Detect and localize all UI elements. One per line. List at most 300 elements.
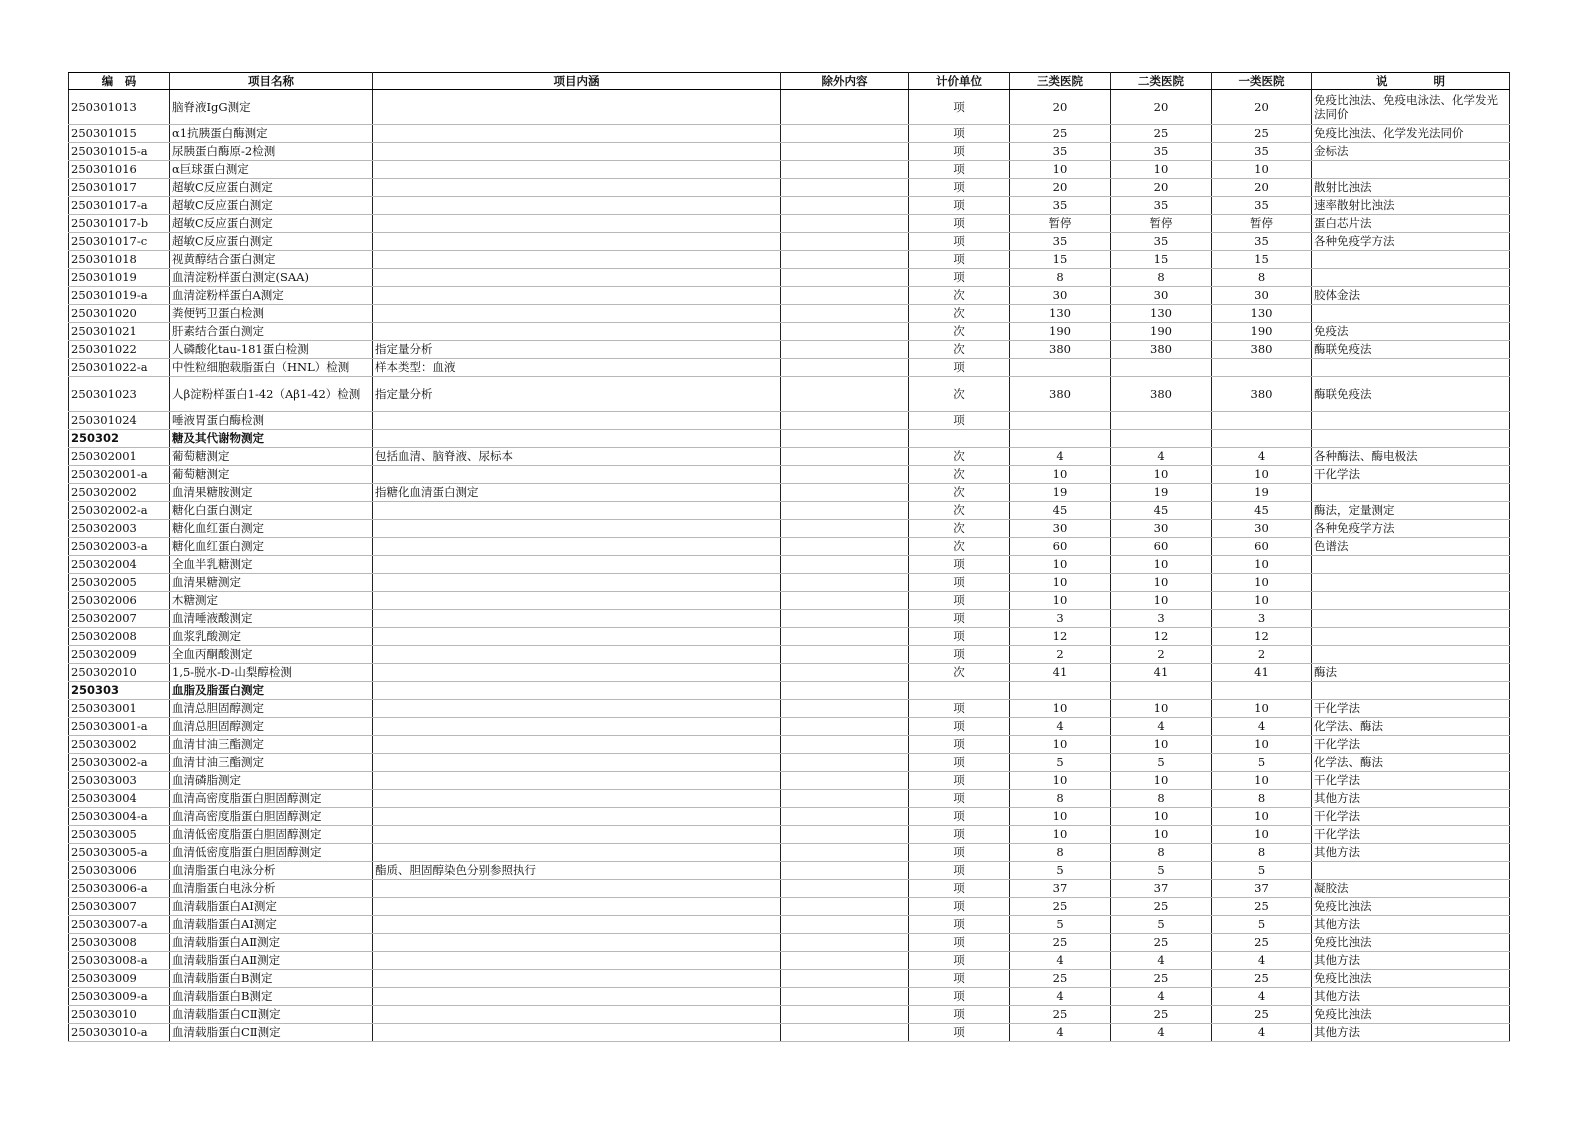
cell-note: [1312, 305, 1510, 323]
cell-item-name: 超敏C反应蛋白测定: [170, 233, 373, 251]
cell-note: 化学法、酶法: [1312, 754, 1510, 772]
cell-price-class2: 30: [1111, 287, 1212, 305]
header-unit: 计价单位: [909, 73, 1010, 90]
cell-item-name: 血清甘油三酯测定: [170, 754, 373, 772]
cell-note: [1312, 862, 1510, 880]
cell-price-class3: 10: [1010, 700, 1111, 718]
cell-item-name: 血清载脂蛋白AⅡ测定: [170, 934, 373, 952]
cell-excluded: [781, 916, 909, 934]
cell-price-class3: 380: [1010, 377, 1111, 412]
cell-price-class3: 45: [1010, 502, 1111, 520]
cell-price-class2: 10: [1111, 700, 1212, 718]
cell-note: 干化学法: [1312, 466, 1510, 484]
cell-unit: 项: [909, 179, 1010, 197]
table-row: [69, 125, 1510, 143]
cell-price-class2: 10: [1111, 736, 1212, 754]
cell-price-class2: 3: [1111, 610, 1212, 628]
cell-price-class3: 20: [1010, 179, 1111, 197]
cell-price-class2: 10: [1111, 808, 1212, 826]
table-row: [69, 790, 1510, 808]
cell-code: 250303002-a: [69, 754, 170, 772]
cell-item-content: [373, 592, 781, 610]
cell-item-name: 血清载脂蛋白AⅠ测定: [170, 898, 373, 916]
cell-unit: 项: [909, 269, 1010, 287]
cell-price-class1: 10: [1212, 700, 1312, 718]
cell-note: [1312, 610, 1510, 628]
cell-unit: 次: [909, 466, 1010, 484]
cell-price-class3: 5: [1010, 916, 1111, 934]
cell-item-content: 指糖化血清蛋白测定: [373, 484, 781, 502]
cell-note: 色谱法: [1312, 538, 1510, 556]
cell-excluded: [781, 1006, 909, 1024]
cell-price-class1: 25: [1212, 970, 1312, 988]
cell-price-class1: 5: [1212, 862, 1312, 880]
table-row: [69, 574, 1510, 592]
header-item-content: 项目内涵: [373, 73, 781, 90]
cell-price-class2: 25: [1111, 898, 1212, 916]
cell-unit: 项: [909, 197, 1010, 215]
cell-unit: 项: [909, 916, 1010, 934]
cell-excluded: [781, 844, 909, 862]
table-row: [69, 377, 1510, 412]
cell-price-class1: 380: [1212, 341, 1312, 359]
cell-price-class2: 10: [1111, 826, 1212, 844]
cell-price-class3: 暂停: [1010, 215, 1111, 233]
table-row: [69, 736, 1510, 754]
cell-code: 250301023: [69, 377, 170, 412]
cell-price-class3: 35: [1010, 233, 1111, 251]
cell-excluded: [781, 988, 909, 1006]
cell-note: [1312, 628, 1510, 646]
cell-note: 各种免疫学方法: [1312, 233, 1510, 251]
cell-note: 各种酶法、酶电极法: [1312, 448, 1510, 466]
header-price-class3: 三类医院: [1010, 73, 1111, 90]
cell-price-class3: [1010, 682, 1111, 700]
cell-code: 250301017-a: [69, 197, 170, 215]
cell-unit: 项: [909, 143, 1010, 161]
cell-price-class1: 45: [1212, 502, 1312, 520]
cell-item-content: [373, 610, 781, 628]
cell-excluded: [781, 305, 909, 323]
cell-price-class2: 130: [1111, 305, 1212, 323]
cell-price-class1: 8: [1212, 269, 1312, 287]
cell-price-class2: 4: [1111, 988, 1212, 1006]
cell-excluded: [781, 808, 909, 826]
cell-price-class2: 4: [1111, 448, 1212, 466]
cell-price-class3: 15: [1010, 251, 1111, 269]
cell-item-content: 指定量分析: [373, 341, 781, 359]
cell-excluded: [781, 556, 909, 574]
cell-note: 金标法: [1312, 143, 1510, 161]
cell-price-class3: 10: [1010, 592, 1111, 610]
cell-item-content: [373, 916, 781, 934]
cell-excluded: [781, 430, 909, 448]
cell-code: 250303004: [69, 790, 170, 808]
table-row: [69, 412, 1510, 430]
cell-price-class2: 12: [1111, 628, 1212, 646]
cell-item-name: 糖及其代谢物测定: [170, 430, 373, 448]
cell-excluded: [781, 610, 909, 628]
cell-price-class2: 8: [1111, 269, 1212, 287]
cell-price-class1: 5: [1212, 916, 1312, 934]
cell-note: 酶法: [1312, 664, 1510, 682]
table-row: [69, 197, 1510, 215]
cell-price-class2: 暂停: [1111, 215, 1212, 233]
cell-price-class1: 25: [1212, 934, 1312, 952]
cell-unit: 次: [909, 287, 1010, 305]
table-row: [69, 646, 1510, 664]
cell-price-class3: 4: [1010, 988, 1111, 1006]
cell-excluded: [781, 628, 909, 646]
cell-code: 250303010: [69, 1006, 170, 1024]
cell-unit: 项: [909, 233, 1010, 251]
cell-item-content: [373, 251, 781, 269]
cell-unit: 项: [909, 862, 1010, 880]
cell-item-content: [373, 754, 781, 772]
cell-excluded: [781, 143, 909, 161]
table-row: [69, 952, 1510, 970]
table-row: [69, 233, 1510, 251]
price-table: [68, 72, 1510, 1042]
cell-note: 酶联免疫法: [1312, 377, 1510, 412]
cell-excluded: [781, 790, 909, 808]
table-row: [69, 215, 1510, 233]
table-row: [69, 556, 1510, 574]
cell-price-class3: 5: [1010, 862, 1111, 880]
cell-excluded: [781, 233, 909, 251]
cell-item-content: [373, 556, 781, 574]
cell-item-name: 超敏C反应蛋白测定: [170, 215, 373, 233]
cell-note: 其他方法: [1312, 952, 1510, 970]
table-row: [69, 898, 1510, 916]
cell-note: [1312, 484, 1510, 502]
table-row: [69, 323, 1510, 341]
cell-price-class3: 10: [1010, 808, 1111, 826]
cell-code: 250301020: [69, 305, 170, 323]
cell-price-class3: [1010, 412, 1111, 430]
cell-code: 250301016: [69, 161, 170, 179]
cell-price-class1: 4: [1212, 988, 1312, 1006]
cell-price-class1: 35: [1212, 233, 1312, 251]
cell-note: 干化学法: [1312, 700, 1510, 718]
table-row: [69, 700, 1510, 718]
table-row: [69, 754, 1510, 772]
cell-code: 250302003: [69, 520, 170, 538]
cell-unit: 次: [909, 502, 1010, 520]
table-row: [69, 502, 1510, 520]
cell-price-class2: 10: [1111, 161, 1212, 179]
cell-item-name: 血脂及脂蛋白测定: [170, 682, 373, 700]
cell-note: 胶体金法: [1312, 287, 1510, 305]
cell-unit: 次: [909, 664, 1010, 682]
cell-unit: 项: [909, 952, 1010, 970]
cell-code: 250303010-a: [69, 1024, 170, 1042]
cell-item-name: 血清唾液酸测定: [170, 610, 373, 628]
cell-item-content: 样本类型：血液: [373, 359, 781, 377]
cell-price-class3: 30: [1010, 520, 1111, 538]
cell-item-name: 血清载脂蛋白B测定: [170, 988, 373, 1006]
cell-unit: 项: [909, 826, 1010, 844]
cell-price-class1: 10: [1212, 736, 1312, 754]
section-row: [69, 682, 1510, 700]
cell-item-name: 葡萄糖测定: [170, 448, 373, 466]
cell-price-class2: 10: [1111, 466, 1212, 484]
table-row: [69, 628, 1510, 646]
cell-unit: 次: [909, 484, 1010, 502]
table-row: [69, 916, 1510, 934]
cell-unit: 项: [909, 359, 1010, 377]
cell-note: 速率散射比浊法: [1312, 197, 1510, 215]
cell-unit: 项: [909, 772, 1010, 790]
cell-item-name: 全血丙酮酸测定: [170, 646, 373, 664]
cell-excluded: [781, 161, 909, 179]
cell-excluded: [781, 880, 909, 898]
cell-note: [1312, 646, 1510, 664]
cell-excluded: [781, 359, 909, 377]
cell-item-content: [373, 628, 781, 646]
cell-code: 250303007-a: [69, 916, 170, 934]
cell-note: 蛋白芯片法: [1312, 215, 1510, 233]
cell-excluded: [781, 682, 909, 700]
cell-excluded: [781, 700, 909, 718]
cell-code: 250303003: [69, 772, 170, 790]
cell-item-content: [373, 844, 781, 862]
cell-note: 酶联免疫法: [1312, 341, 1510, 359]
cell-price-class3: 10: [1010, 574, 1111, 592]
cell-unit: 项: [909, 700, 1010, 718]
cell-note: 化学法、酶法: [1312, 718, 1510, 736]
cell-item-content: [373, 988, 781, 1006]
cell-price-class3: [1010, 430, 1111, 448]
cell-price-class1: 暂停: [1212, 215, 1312, 233]
cell-price-class2: 25: [1111, 934, 1212, 952]
cell-item-name: 唾液胃蛋白酶检测: [170, 412, 373, 430]
cell-excluded: [781, 90, 909, 125]
cell-price-class2: 37: [1111, 880, 1212, 898]
cell-item-content: [373, 790, 781, 808]
table-row: [69, 826, 1510, 844]
cell-item-content: [373, 682, 781, 700]
cell-unit: 项: [909, 215, 1010, 233]
cell-item-content: [373, 520, 781, 538]
cell-item-name: α1抗胰蛋白酶测定: [170, 125, 373, 143]
cell-price-class3: 25: [1010, 934, 1111, 952]
cell-unit: 项: [909, 736, 1010, 754]
cell-price-class2: 20: [1111, 179, 1212, 197]
cell-item-content: [373, 700, 781, 718]
cell-price-class1: 190: [1212, 323, 1312, 341]
section-row: [69, 430, 1510, 448]
table-row: [69, 90, 1510, 125]
cell-price-class1: 30: [1212, 287, 1312, 305]
table-row: [69, 538, 1510, 556]
cell-price-class2: 60: [1111, 538, 1212, 556]
cell-note: 免疫比浊法: [1312, 934, 1510, 952]
cell-price-class1: 4: [1212, 952, 1312, 970]
cell-item-name: 中性粒细胞载脂蛋白（HNL）检测: [170, 359, 373, 377]
cell-price-class2: 10: [1111, 592, 1212, 610]
cell-price-class1: 10: [1212, 574, 1312, 592]
table-row: [69, 772, 1510, 790]
cell-price-class1: 4: [1212, 448, 1312, 466]
cell-price-class3: 10: [1010, 556, 1111, 574]
cell-price-class1: 4: [1212, 1024, 1312, 1042]
header-price-class1: 一类医院: [1212, 73, 1312, 90]
cell-unit: 项: [909, 844, 1010, 862]
cell-unit: 项: [909, 412, 1010, 430]
cell-item-name: 糖化血红蛋白测定: [170, 520, 373, 538]
cell-item-content: [373, 143, 781, 161]
cell-item-content: [373, 880, 781, 898]
cell-note: [1312, 161, 1510, 179]
cell-item-content: [373, 269, 781, 287]
table-row: [69, 269, 1510, 287]
cell-note: 免疫比浊法、免疫电泳法、化学发光法同价: [1312, 90, 1510, 125]
cell-note: [1312, 251, 1510, 269]
cell-item-content: [373, 466, 781, 484]
table-row: [69, 988, 1510, 1006]
cell-item-name: 视黄醇结合蛋白测定: [170, 251, 373, 269]
cell-item-name: 血清载脂蛋白B测定: [170, 970, 373, 988]
cell-price-class1: [1212, 430, 1312, 448]
table-row: [69, 161, 1510, 179]
table-row: [69, 1006, 1510, 1024]
cell-item-content: [373, 646, 781, 664]
cell-excluded: [781, 269, 909, 287]
cell-price-class1: 5: [1212, 754, 1312, 772]
cell-price-class2: 380: [1111, 341, 1212, 359]
cell-note: 其他方法: [1312, 1024, 1510, 1042]
cell-price-class2: 8: [1111, 790, 1212, 808]
cell-price-class1: 3: [1212, 610, 1312, 628]
table-row: [69, 718, 1510, 736]
cell-price-class3: 10: [1010, 161, 1111, 179]
cell-price-class2: 5: [1111, 754, 1212, 772]
cell-item-content: [373, 970, 781, 988]
cell-item-name: 血清淀粉样蛋白测定(SAA): [170, 269, 373, 287]
cell-item-content: [373, 574, 781, 592]
cell-price-class3: 8: [1010, 844, 1111, 862]
cell-note: [1312, 556, 1510, 574]
table-row: [69, 305, 1510, 323]
cell-item-content: [373, 90, 781, 125]
cell-item-name: 血清淀粉样蛋白A测定: [170, 287, 373, 305]
cell-unit: 项: [909, 934, 1010, 952]
cell-item-name: 血清总胆固醇测定: [170, 700, 373, 718]
cell-code: 250302003-a: [69, 538, 170, 556]
cell-price-class2: 19: [1111, 484, 1212, 502]
cell-price-class3: 380: [1010, 341, 1111, 359]
cell-item-content: [373, 538, 781, 556]
table-row: [69, 179, 1510, 197]
cell-price-class2: 25: [1111, 1006, 1212, 1024]
cell-code: 250302001: [69, 448, 170, 466]
cell-item-name: α巨球蛋白测定: [170, 161, 373, 179]
cell-code: 250303007: [69, 898, 170, 916]
cell-unit: 次: [909, 305, 1010, 323]
cell-item-name: 血清高密度脂蛋白胆固醇测定: [170, 808, 373, 826]
cell-code: 250303009: [69, 970, 170, 988]
cell-code: 250301017: [69, 179, 170, 197]
cell-code: 250301017-c: [69, 233, 170, 251]
cell-price-class1: 12: [1212, 628, 1312, 646]
cell-item-content: [373, 161, 781, 179]
cell-code: 250302005: [69, 574, 170, 592]
cell-price-class3: 35: [1010, 197, 1111, 215]
table-row: [69, 664, 1510, 682]
cell-price-class1: [1212, 682, 1312, 700]
cell-code: 250302002: [69, 484, 170, 502]
cell-code: 250303006: [69, 862, 170, 880]
cell-excluded: [781, 448, 909, 466]
cell-price-class3: 60: [1010, 538, 1111, 556]
cell-item-content: [373, 952, 781, 970]
cell-price-class2: 35: [1111, 233, 1212, 251]
cell-item-content: [373, 430, 781, 448]
cell-note: 免疫法: [1312, 323, 1510, 341]
cell-item-content: [373, 197, 781, 215]
cell-price-class1: 8: [1212, 844, 1312, 862]
cell-excluded: [781, 952, 909, 970]
cell-unit: 次: [909, 538, 1010, 556]
cell-code: 250303006-a: [69, 880, 170, 898]
cell-code: 250303001: [69, 700, 170, 718]
cell-item-content: [373, 1006, 781, 1024]
cell-item-name: 糖化血红蛋白测定: [170, 538, 373, 556]
cell-price-class1: 10: [1212, 808, 1312, 826]
cell-price-class2: 5: [1111, 862, 1212, 880]
cell-note: 凝胶法: [1312, 880, 1510, 898]
cell-item-content: [373, 287, 781, 305]
cell-price-class3: 35: [1010, 143, 1111, 161]
cell-item-content: [373, 772, 781, 790]
cell-unit: 项: [909, 125, 1010, 143]
cell-excluded: [781, 125, 909, 143]
cell-price-class3: 8: [1010, 790, 1111, 808]
cell-unit: 项: [909, 161, 1010, 179]
cell-price-class3: 37: [1010, 880, 1111, 898]
cell-item-content: [373, 412, 781, 430]
table-row: [69, 934, 1510, 952]
cell-price-class2: 45: [1111, 502, 1212, 520]
cell-price-class1: 25: [1212, 898, 1312, 916]
cell-item-name: 血清果糖测定: [170, 574, 373, 592]
cell-item-content: [373, 125, 781, 143]
cell-code: 250302004: [69, 556, 170, 574]
cell-price-class2: [1111, 359, 1212, 377]
cell-code: 250302006: [69, 592, 170, 610]
cell-item-name: 血清总胆固醇测定: [170, 718, 373, 736]
cell-price-class1: 10: [1212, 772, 1312, 790]
cell-price-class1: 37: [1212, 880, 1312, 898]
cell-price-class3: 2: [1010, 646, 1111, 664]
cell-unit: 项: [909, 1024, 1010, 1042]
table-row: [69, 520, 1510, 538]
cell-code: 250301019: [69, 269, 170, 287]
cell-item-content: [373, 718, 781, 736]
cell-item-name: 全血半乳糖测定: [170, 556, 373, 574]
cell-price-class1: 25: [1212, 1006, 1312, 1024]
cell-note: 免疫比浊法: [1312, 1006, 1510, 1024]
cell-price-class2: 4: [1111, 718, 1212, 736]
cell-unit: 项: [909, 988, 1010, 1006]
cell-item-name: 血清甘油三酯测定: [170, 736, 373, 754]
cell-item-content: 包括血清、脑脊液、尿标本: [373, 448, 781, 466]
cell-excluded: [781, 1024, 909, 1042]
cell-price-class1: 10: [1212, 466, 1312, 484]
cell-price-class3: 10: [1010, 826, 1111, 844]
cell-code: 250301013: [69, 90, 170, 125]
